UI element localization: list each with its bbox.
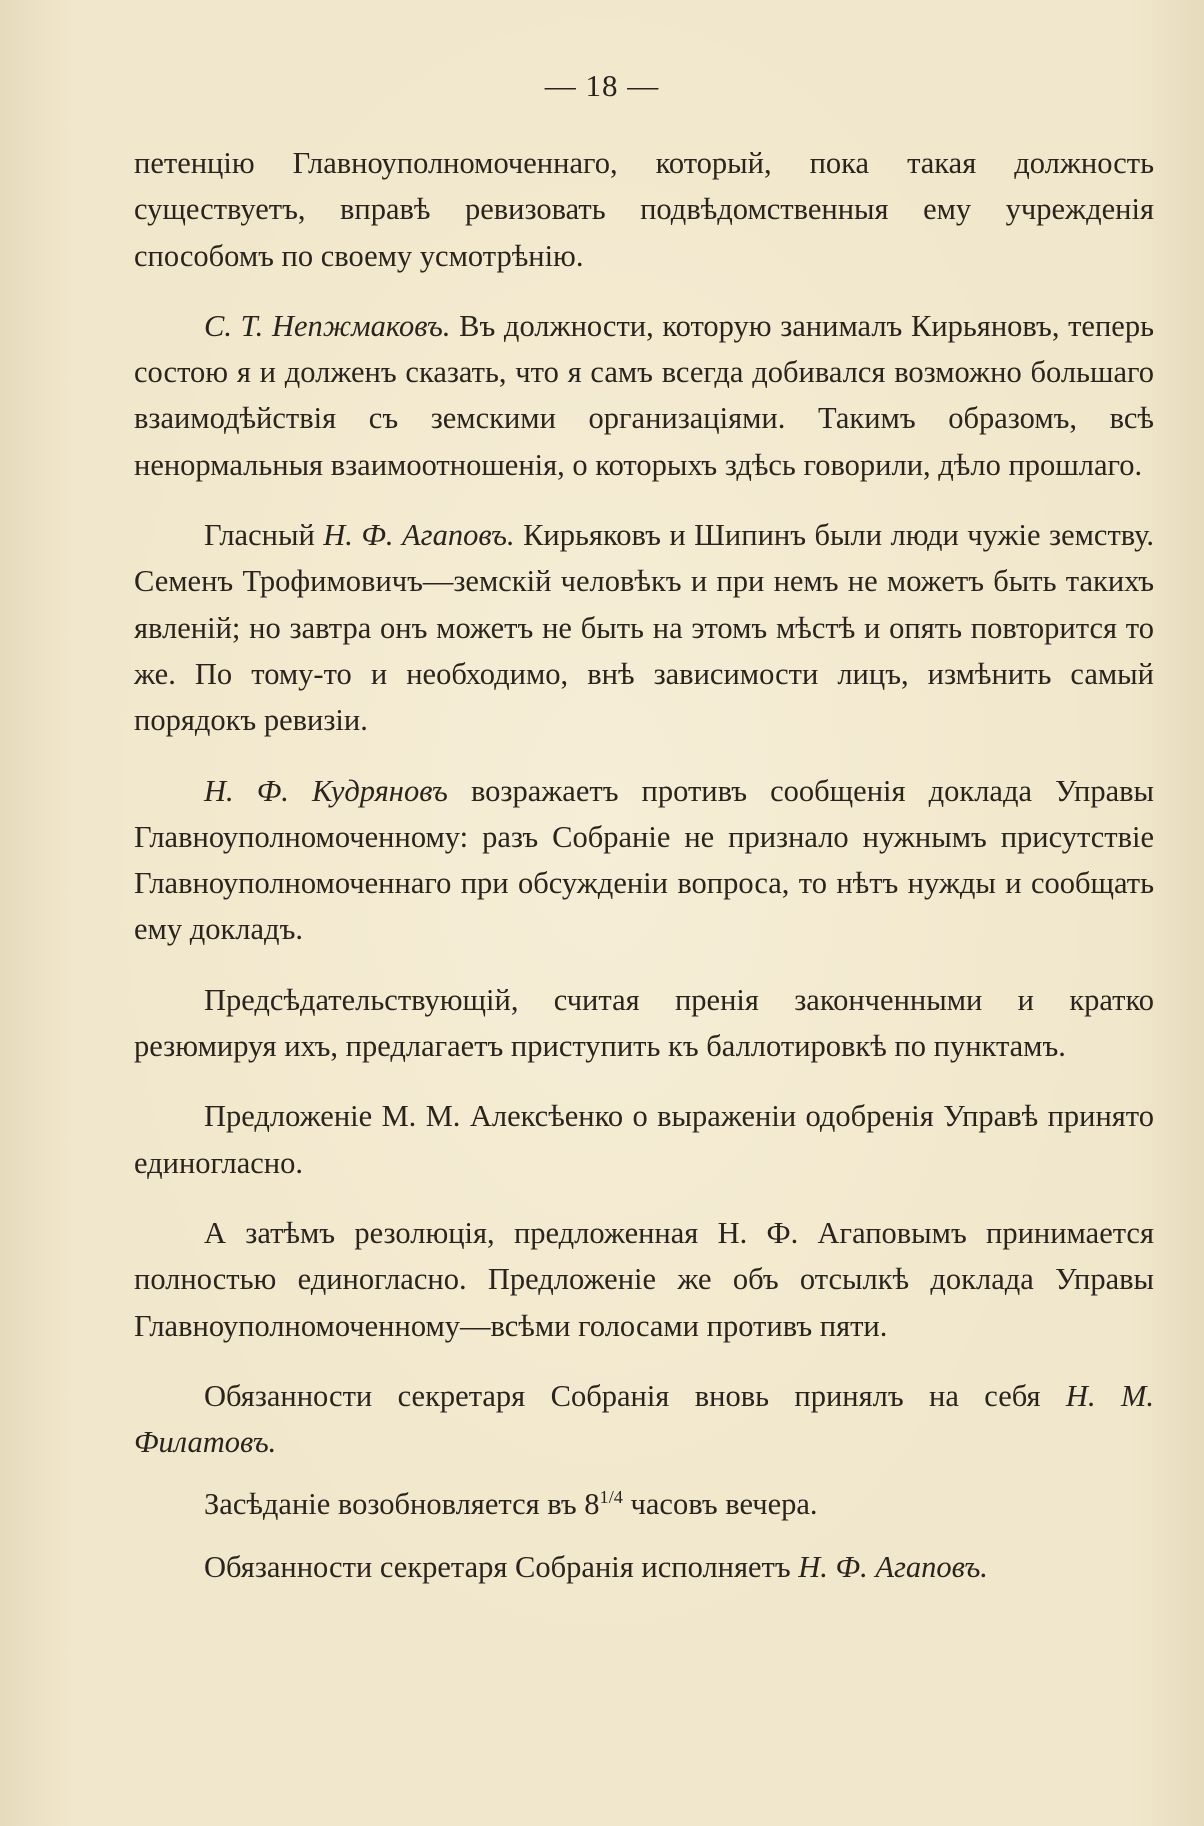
paragraph-text: Предложеніе М. М. Алексѣенко о выраженіи одобренія Управѣ принято единогласно.: [134, 1099, 1154, 1180]
paragraph: [134, 1210, 1154, 1349]
paragraph: [134, 1093, 1154, 1186]
paragraph: [134, 977, 1154, 1070]
paragraph: [134, 1481, 1154, 1527]
paragraph-text: А затѣмъ резолюція, предложенная Н. Ф. Агаповымъ принимается полностью единогласно. Предложеніе же объ отсылкѣ доклада Управы Главноуполномоченному—всѣми голосами противъ пяти.: [134, 1215, 1154, 1343]
paragraph-text: Кирьяковъ и Шипинъ были люди чужіе земству. Семенъ Трофимовичъ—земскій человѣкъ и при немъ не можетъ быть такихъ явленій; но завтра онъ можетъ не быть на этомъ мѣстѣ и опять повторится то же. По тому-то и необходимо, внѣ зависимости лицъ, измѣнить самый порядокъ ревизіи.: [134, 518, 1154, 738]
paragraph-text: Засѣданіе возобновляется въ 8: [204, 1487, 600, 1522]
paragraph-text: Обязанности секретаря Собранія вновь принялъ на себя: [204, 1378, 1066, 1413]
page-number: — 18 —: [544, 68, 660, 103]
paragraph-text: петенцію Главноуполномоченнаго, который, пока такая должность существуетъ, вправѣ ревизовать подвѣдомственныя ему учрежденія способомъ по своему усмотрѣнію.: [134, 146, 1154, 273]
speaker-name: Н. Ф. Агаповъ.: [323, 518, 515, 553]
paragraph-text: Въ должности, которую занималъ Кирьяновъ, теперь состою я и долженъ сказать, что я самъ всегда добивался возможно большаго взаимодѣйствія съ земскими организаціями. Такимъ образомъ, всѣ ненормальныя взаимоотношенія, о которыхъ здѣсь говорили, дѣло прошлаго.: [134, 308, 1154, 482]
paragraph: [134, 1373, 1154, 1466]
paragraph: [134, 1544, 1154, 1590]
speaker-name: Н. М. Филатовъ.: [134, 1378, 1154, 1460]
speaker-name: С. Т. Непжмаковъ.: [204, 308, 451, 343]
paragraph-text: Предсѣдательствующій, считая пренія законченными и кратко резюмируя ихъ, предлагаетъ приступить къ баллотировкѣ по пунктамъ.: [134, 982, 1154, 1064]
paragraph: [134, 303, 1154, 488]
paragraph-text: часовъ вечера.: [622, 1487, 818, 1522]
paragraph: [134, 512, 1154, 743]
speaker-name: Н. Ф. Кудряновъ: [204, 773, 448, 808]
paragraph: [134, 768, 1154, 953]
paragraph-text: возражаетъ противъ сообщенія доклада Управы Главноуполномоченному: разъ Собраніе не признало нужнымъ присутствіе Главноуполномоченнаго при обсужденіи вопроса, то нѣтъ нужды и сообщать ему докладъ.: [134, 773, 1155, 947]
paragraph: [134, 140, 1154, 279]
speaker-name: Н. Ф. Агаповъ.: [798, 1549, 988, 1584]
paragraph-prefix: Гласный: [204, 518, 324, 553]
time-fraction: 1/4: [599, 1487, 623, 1508]
body-text: [134, 140, 1154, 1614]
paragraph-text: Обязанности секретаря Собранія исполняетъ: [204, 1549, 799, 1584]
